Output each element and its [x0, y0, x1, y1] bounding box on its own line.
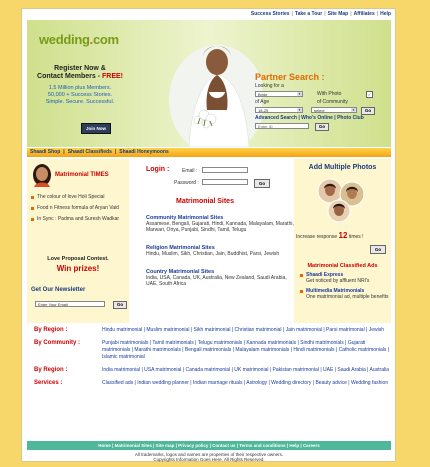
- chevron-down-icon: ▼: [352, 108, 355, 112]
- register-line1: Register Now &: [54, 65, 106, 72]
- woman-photo: [31, 163, 53, 187]
- multimedia-matrimonials-label: Multimedia Matrimonials: [306, 288, 365, 294]
- love-proposal-contest[interactable]: Love Proposal Contest.: [47, 256, 109, 262]
- matrimonial-times-items: [29, 194, 125, 222]
- services-label: Services :: [34, 380, 63, 386]
- nav-help[interactable]: Help: [380, 11, 391, 17]
- community-links[interactable]: Punjabi matrimonials | Tamil matrimonials | Telugu matrimonials | Kannada matrimonials | Sindhi matrimonials | Gujarati matrimonials | Marathi matrimonials | Bengali matrimonials | Malayalam matrimonials | Hindi matrimonials | Catholic matrimonials | Islamic matrimonial: [102, 340, 390, 360]
- logo-tld: com: [92, 32, 119, 47]
- multimedia-matrimonials-title[interactable]: [298, 288, 390, 294]
- community-select-value: select: [314, 108, 325, 113]
- community-label: By Community :: [34, 340, 81, 346]
- country-sites-list[interactable]: India, USA, Canada, UK, Australia, New Zealand, Saudi Arabia, UAE, South Africa: [146, 275, 287, 287]
- top-navigation: [251, 9, 391, 19]
- partner-row-age-labels: [255, 99, 389, 107]
- multimedia-matrimonials-desc: One matrimonial ad, multiple benefits: [306, 294, 389, 300]
- enter-id-placeholder: Enter ID: [258, 124, 273, 129]
- nav-separator: |: [376, 11, 379, 17]
- copyright-rights: Copyrights Information Goes Here. All Rights Reserved.: [153, 457, 265, 462]
- shaadi-links-bar: Shaadi Shop | Shaadi Classifieds | Shaadi Honeymoons: [27, 148, 391, 157]
- region-label-1: By Region :: [34, 327, 68, 333]
- link-separator: |: [296, 115, 302, 121]
- enter-id-input[interactable]: [255, 123, 309, 129]
- footer-privacy-policy[interactable]: Privacy policy: [178, 443, 209, 448]
- shaadi-express-label: Shaadi Express: [306, 272, 344, 278]
- classified-ads-list: [298, 272, 390, 300]
- region-links-1[interactable]: Hindu matrimonial | Muslim matrimonial | Sikh matrimonial | Christian matrimonial | Jain matrimonial | Parsi matrimonial | Jewish: [102, 327, 385, 333]
- age-select[interactable]: [255, 107, 303, 113]
- shaadi-shop-link[interactable]: Shaadi Shop: [30, 149, 61, 155]
- nav-affiliates[interactable]: Affiliates: [353, 11, 375, 17]
- region-row-1: [34, 327, 392, 334]
- increase-response: [296, 231, 391, 240]
- add-photos-title[interactable]: Add Multiple Photos: [308, 164, 377, 171]
- nav-site-map[interactable]: Site Map: [327, 11, 349, 17]
- with-photo-label: With Photo: [317, 91, 342, 97]
- footer-matrimonial-sites[interactable]: Matrimonial Sites: [114, 443, 152, 448]
- times-item-insync[interactable]: In Sync : Padma and Suresh Wadkar: [29, 216, 125, 222]
- partner-search-title: Partner Search :: [255, 72, 325, 82]
- region-row-2: [34, 367, 392, 374]
- nav-separator: |: [350, 11, 352, 17]
- nav-success-stories[interactable]: Success Stories: [250, 11, 290, 17]
- footer-help[interactable]: Help: [289, 443, 300, 448]
- partner-search-go-button[interactable]: Go: [361, 107, 375, 115]
- register-stat-tagline: Simple. Secure. Successful.: [45, 99, 115, 105]
- logo-text: wedding: [39, 32, 90, 47]
- region-label-2: By Region :: [34, 367, 68, 373]
- page-container: [21, 8, 396, 462]
- age-select-value: 18-25: [258, 108, 269, 113]
- partner-row-age: [255, 107, 389, 115]
- footer-careers[interactable]: Careers: [302, 443, 320, 448]
- shaadi-honeymoons-link[interactable]: Shaadi Honeymoons: [119, 149, 169, 155]
- photo-club-link[interactable]: Photo Club: [337, 115, 364, 121]
- copyright: [27, 452, 391, 462]
- nav-separator: |: [291, 11, 293, 17]
- with-photo-checkbox[interactable]: ✓: [367, 92, 372, 97]
- email-label: Email :: [182, 168, 198, 174]
- password-label: Password :: [174, 180, 199, 186]
- header-banner: [27, 20, 391, 147]
- looking-for-label: Looking for a: [255, 83, 284, 89]
- community-row: [34, 340, 392, 361]
- nav-take-a-tour[interactable]: Take a Tour: [294, 11, 323, 17]
- footer-site-map[interactable]: Site map: [155, 443, 175, 448]
- increase-response-times: times !: [347, 234, 364, 240]
- matrimonial-sites-title: Matrimonial Sites: [176, 198, 234, 205]
- nav-separator: |: [324, 11, 326, 17]
- link-separator: |: [332, 115, 338, 121]
- matrimonial-times-title[interactable]: Matrimonial TIMES: [55, 172, 109, 178]
- whos-online-link[interactable]: Who's Online: [301, 115, 333, 121]
- win-prizes[interactable]: Win prizes!: [56, 264, 100, 273]
- community-sites-list[interactable]: Assamese, Bengali, Gujarati, Hindi, Kannada, Malayalam, Marathi, Marwari, Oriya, Punjabi, Sindhi, Tamil, Telugu: [146, 221, 294, 233]
- community-sites-title[interactable]: Community Matrimonial Sites: [146, 215, 224, 221]
- enter-id-go-button[interactable]: Go: [315, 123, 329, 131]
- footer-navigation: Home | Matrimonial Sites | Site map | Privacy policy | Contact us | Terms and conditions | Help | Careers: [27, 441, 391, 450]
- footer-terms[interactable]: Terms and conditions: [239, 443, 286, 448]
- copyright-trademarks: All trademarks, logos and names are properties of their respective owners.: [134, 452, 284, 457]
- increase-response-number: 12: [338, 231, 348, 240]
- increase-response-text: Increase response: [296, 234, 339, 240]
- shaadi-express-desc: Get noticed by affluent NRI's: [306, 278, 370, 284]
- add-photos-go-button[interactable]: Go: [370, 245, 386, 254]
- profile-photos: [310, 177, 370, 223]
- login-and-sites-panel: [142, 159, 304, 323]
- register-stat-members: 1.5 Million plus Members.: [48, 85, 112, 91]
- join-now-button[interactable]: Join Now: [81, 123, 111, 134]
- partner-row-labels: [255, 83, 389, 91]
- region-links-2[interactable]: India matrimonial | USA matrimonial | Canada matrimonial | UK matrimonial | Pakistan matrimonial | UAE | Saudi Arabia | Australia: [102, 367, 389, 373]
- bride-select-value: Bride: [258, 92, 268, 97]
- chevron-down-icon: ▼: [298, 92, 301, 96]
- classified-ads-title[interactable]: Matrimonial Classified Ads: [307, 263, 378, 269]
- register-stats: [31, 85, 129, 106]
- matrimonial-times-panel: [27, 159, 129, 323]
- religion-sites-list[interactable]: Hindu, Muslim, Sikh, Christian, Jain, Buddhist, Parsi, Jewish: [146, 251, 280, 257]
- matrimonial-sites-list: [146, 211, 294, 287]
- partner-links: [255, 115, 389, 123]
- footer-home[interactable]: Home: [98, 443, 111, 448]
- country-sites-title[interactable]: Country Matrimonial Sites: [146, 269, 215, 275]
- newsletter-email-placeholder: Enter Your Email: [38, 302, 68, 307]
- newsletter-email-input[interactable]: [35, 301, 105, 307]
- footer-contact-us[interactable]: Contact us: [212, 443, 236, 448]
- times-item-fitness[interactable]: Food n Fitness formula of Aryan Vaid: [29, 205, 125, 211]
- login-email-input[interactable]: [202, 167, 248, 173]
- login-go-button[interactable]: Go: [254, 179, 270, 188]
- services-row: [34, 380, 392, 387]
- bride-photo: [167, 20, 262, 147]
- photos-and-ads-panel: [294, 159, 391, 323]
- partner-row-bride: [255, 91, 389, 99]
- of-community-label: of Community: [317, 99, 348, 105]
- login-title: Login :: [146, 166, 170, 173]
- shaadi-classifieds-link[interactable]: Shaadi Classifieds: [67, 149, 112, 155]
- times-item-holi[interactable]: The colour of love Holi Special: [29, 194, 125, 200]
- site-logo[interactable]: [39, 32, 119, 47]
- login-password-input[interactable]: [202, 179, 248, 185]
- directory-links: [34, 327, 392, 393]
- register-line2: [31, 73, 129, 81]
- partner-id-row: [255, 123, 389, 131]
- religion-sites-title[interactable]: Religion Matrimonial Sites: [146, 245, 215, 251]
- services-links[interactable]: Classified ads | Indian wedding planner | Indian marriage rituals | Astrology | Wedding directory | Beauty advice | Wedding fashion: [102, 380, 389, 386]
- shaadi-express-title[interactable]: [298, 272, 390, 278]
- chevron-down-icon: ▼: [298, 108, 301, 112]
- community-select[interactable]: [311, 107, 357, 113]
- register-stat-stories: 50,000 + Success Stories.: [47, 92, 113, 98]
- register-promo: [31, 65, 129, 106]
- of-age-label: of Age: [255, 99, 270, 105]
- advanced-search-link[interactable]: Advanced Search: [255, 115, 297, 121]
- logo-dot: .: [89, 32, 93, 47]
- register-free: FREE!: [101, 73, 123, 80]
- partner-search-form: [255, 72, 389, 131]
- newsletter-title: Get Our Newsletter: [31, 287, 86, 293]
- newsletter-go-button[interactable]: Go: [113, 301, 127, 309]
- bride-select[interactable]: [255, 91, 303, 97]
- register-contact-text: Contact Members -: [37, 73, 102, 80]
